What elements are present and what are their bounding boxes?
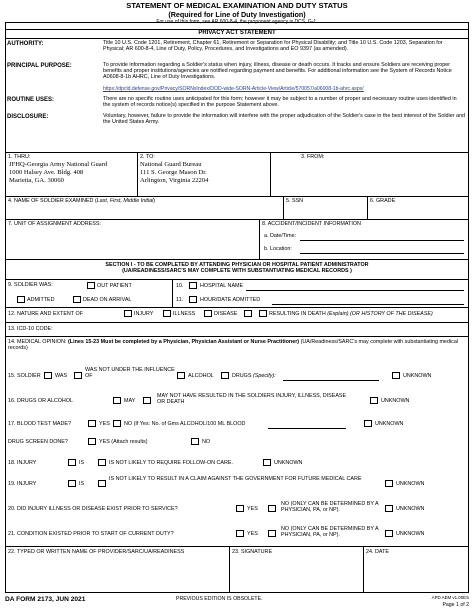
disclosure-label: DISCLOSURE: <box>7 114 49 120</box>
may-not-checkbox[interactable] <box>143 397 151 404</box>
incident-label: 8. ACCIDENT/INCIDENT INFORMATION <box>262 221 361 227</box>
dead-on-arrival-checkbox[interactable] <box>73 296 81 303</box>
disease-label: DISEASE <box>214 311 238 317</box>
q16-unknown-label: UNKNOWN <box>381 398 410 404</box>
outpatient-checkbox[interactable] <box>87 282 95 289</box>
drug-screen-no-checkbox[interactable] <box>191 438 199 445</box>
drug-screen-yes-checkbox[interactable] <box>88 438 96 445</box>
to-label: 2. TO: <box>140 154 155 160</box>
ssn-label: 5. SSN <box>286 198 304 204</box>
q13-label: 13. ICD-10 CODE: <box>8 326 53 332</box>
unit-label: 7. UNIT OF ASSIGNMENT ADDRESS: <box>8 221 101 227</box>
purpose-text: To provide information regarding a Soldier's status when injury, illness, disease or death occurs. It tracks and ensure Soldiers are receiving proper benefits and proper institutions/agencies are notified regarding payment and benefits. For additional information see the System of Records Notice A0608-8-1b AHRC, Line of Duty Investigations. <box>103 62 452 81</box>
drugs-label: DRUGS (Specify): <box>232 373 276 379</box>
thru-label: 1. THRU: <box>8 154 31 160</box>
q15-unknown-label: UNKNOWN <box>403 373 432 379</box>
q17-unknown-checkbox[interactable] <box>364 420 372 427</box>
may-not-label: MAY NOT HAVE RESULTED IN THE SOLDIERS INJURY, ILLNESS, DISEASE OR DEATH <box>157 393 347 406</box>
q18-unknown-label: UNKNOWN <box>274 460 303 466</box>
datetime-label: a. Date/Time: <box>264 233 297 239</box>
page-number: Page 1 of 2 <box>442 602 469 608</box>
authority-label: AUTHORITY: <box>7 41 44 47</box>
q20-yes-label: YES <box>247 506 258 512</box>
obsolete-note: PREVIOUS EDITION IS OBSOLETE. <box>176 596 263 602</box>
thru-line: JFHQ-Georgia Army National Guard <box>9 161 108 168</box>
to-line: Arlington, Virginia 22204 <box>140 176 209 184</box>
q18-label: 18. INJURY <box>8 460 37 466</box>
admitted-checkbox[interactable] <box>17 296 25 303</box>
q10-label: 10. <box>176 283 184 289</box>
q24-label: 24. DATE <box>366 549 389 555</box>
form-title: STATEMENT OF MEDICAL EXAMINATION AND DUTY STATUS <box>126 1 348 10</box>
resulting-death-checkbox[interactable] <box>259 310 267 317</box>
q20-unknown-checkbox[interactable] <box>385 505 393 512</box>
alcohol-label: ALCOHOL <box>188 373 214 379</box>
q17-unknown-label: UNKNOWN <box>375 421 404 427</box>
q19-is-checkbox[interactable] <box>68 480 76 487</box>
q20-label: 20. DID INJURY ILLNESS OR DISEASE EXIST PRIOR TO SERVICE? <box>8 506 178 512</box>
q19-unknown-checkbox[interactable] <box>385 480 393 487</box>
may-checkbox[interactable] <box>113 397 121 404</box>
date-field[interactable] <box>366 557 466 591</box>
outpatient-label: OUT PATIENT <box>97 283 132 289</box>
disease-checkbox-2[interactable] <box>244 310 252 317</box>
name-field[interactable] <box>8 205 280 217</box>
q21-unknown-checkbox[interactable] <box>385 530 393 537</box>
grade-field[interactable] <box>370 205 466 217</box>
illness-checkbox[interactable] <box>163 310 171 317</box>
alcohol-checkbox[interactable] <box>177 372 185 379</box>
signature-field[interactable] <box>232 557 360 591</box>
q20-yes-checkbox[interactable] <box>236 505 244 512</box>
was-not-under-checkbox[interactable] <box>74 372 82 379</box>
q17-label: 17. BLOOD TEST MADE? <box>8 421 72 427</box>
form-id: DA FORM 2173, JUN 2021 <box>5 596 86 603</box>
location-label: b. Location: <box>264 246 292 252</box>
may-label: MAY <box>124 398 136 404</box>
purpose-label: PRINCIPAL PURPOSE: <box>7 63 72 69</box>
grade-label: 6. GRADE <box>370 198 396 204</box>
drug-screen-yes-label: YES (Attach results) <box>99 439 148 445</box>
q18-follow-on-label: IS NOT LIKELY TO REQUIRE FOLLOW-ON CARE. <box>109 460 234 466</box>
thru-address[interactable] <box>9 161 107 185</box>
q9-label: 9. SOLDIER WAS: <box>8 282 53 288</box>
from-field[interactable] <box>301 161 465 194</box>
q18-is-label: IS <box>79 460 85 466</box>
q21-label: 21. CONDITION EXISTED PRIOR TO START OF CURRENT DUTY? <box>8 531 174 537</box>
q18-is-not-checkbox[interactable] <box>98 459 106 466</box>
q19-is-not-checkbox[interactable] <box>98 480 106 487</box>
q18-is-checkbox[interactable] <box>68 459 76 466</box>
routine-label: ROUTINE USES: <box>7 97 55 103</box>
was-label: WAS <box>55 373 68 379</box>
disclosure-text: Voluntary, however, failure to provide the information will interfere with the proper adjudication of the Soldier's case in the best interest of the Soldier and the United States Army. <box>103 113 466 126</box>
unit-field[interactable] <box>8 228 256 257</box>
q15-unknown-checkbox[interactable] <box>392 372 400 379</box>
form-subtitle: (Required for Line of Duty Investigation) <box>168 10 306 19</box>
q20-unknown-label: UNKNOWN <box>396 506 425 512</box>
hospital-name-checkbox[interactable] <box>189 282 197 289</box>
blood-test-no-checkbox[interactable] <box>113 420 121 427</box>
hour-date-label: HOUR/DATE ADMITTED <box>200 297 261 303</box>
disease-checkbox-1[interactable] <box>204 310 212 317</box>
ssn-field[interactable] <box>286 205 364 217</box>
admitted-label: ADMITTED <box>27 297 55 303</box>
apd-version: APD AEM v1.00ES <box>431 595 469 600</box>
blood-alcohol-field[interactable] <box>268 428 346 429</box>
to-line: 111 S. George Mason Dr. <box>140 168 207 176</box>
privacy-heading: PRIVACY ACT STATEMENT <box>198 30 276 36</box>
hospital-name-field[interactable] <box>246 290 464 291</box>
q16-unknown-checkbox[interactable] <box>370 397 378 404</box>
location-field[interactable] <box>300 253 464 254</box>
injury-checkbox[interactable] <box>124 310 132 317</box>
icd-10-field[interactable] <box>60 324 464 334</box>
blood-test-no-label: NO (If Yes: No. of Gms ALCOHOL/100 ML BLOOD <box>124 421 246 427</box>
injury-label: INJURY <box>134 311 154 317</box>
hour-date-checkbox[interactable] <box>189 296 197 303</box>
q21-yes-label: YES <box>247 531 258 537</box>
q14-label: 14. MEDICAL OPINION: (Lines 15-23 Must be completed by a Physician, Physician Assistant or Nurse Practitioner) (UA/Readiness/SARC's may complete with substantiating medical records) <box>8 339 459 352</box>
drugs-specify-field[interactable] <box>283 380 379 381</box>
drug-screen-label: DRUG SCREEN DONE? <box>8 439 68 445</box>
blood-test-yes-label: YES <box>99 421 110 427</box>
thru-line: 1000 Halsey Ave. Bldg. 408 <box>9 168 84 176</box>
q22-label: 22. TYPED OR WRITTEN NAME OF PROVIDER/SARC/UA/READINESS <box>8 549 185 555</box>
provider-name-field[interactable] <box>8 557 226 591</box>
q20-no-checkbox[interactable] <box>268 505 276 512</box>
q11-label: 11. <box>176 297 184 303</box>
drug-screen-no-label: NO <box>202 439 211 445</box>
q23-label: 23. SIGNATURE <box>232 549 273 555</box>
q20-no-label: NO (ONLY CAN BE DETERMINED BY A PHYSICIAN, PA, or NP). <box>281 501 379 514</box>
datetime-field[interactable] <box>300 240 464 241</box>
q21-no-label: NO (ONLY CAN BE DETERMINED BY A PHYSICIAN, PA, or NP). <box>281 526 379 539</box>
agency-note: For use of this form, see AR 600-8-4, the proponent agency is DCS, G-1. <box>156 19 318 25</box>
q19-label: 19. INJURY <box>8 481 37 487</box>
thru-line: Marietta, GA. 30060 <box>9 176 64 184</box>
q16-label: 16. DRUGS OR ALCOHOL <box>8 398 74 404</box>
to-line: National Guard Bureau <box>140 161 202 168</box>
routine-text: There are no specific routine uses anticipated for this form; however it may be subject to a number of proper and necessary routine uses identified in the system of records notice(s) specified in the purpose Statement above. <box>103 96 457 109</box>
section-i-heading: SECTION I - TO BE COMPLETED BY ATTENDING PHYSICIAN OR HOSPITAL PATIENT ADMINISTRATOR <box>105 262 369 268</box>
sorn-link[interactable]: https://dpcld.defense.gov/Privacy/SORNsIndex/DOD-wide-SORN-Article-View/Article/570057/a06008-1b-ahrc.aspx/ <box>103 86 364 92</box>
from-label: 3. FROM: <box>301 154 325 160</box>
q19-unknown-label: UNKNOWN <box>396 481 425 487</box>
to-address[interactable] <box>140 161 208 185</box>
q21-unknown-label: UNKNOWN <box>396 531 425 537</box>
was-not-under-label: WAS NOT UNDER THE INFLUENCE OF <box>85 367 175 380</box>
section-i-subheading: (UA/READINESS/SARC'S MAY COMPLETE WITH SUBSTANTIATING MEDICAL RECORDS ) <box>122 268 352 274</box>
q19-claim-label: IS NOT LIKELY TO RESULT IN A CLAIM AGAINST THE GOVERNMENT FOR FUTURE MEDICAL CARE <box>109 476 362 482</box>
authority-text: Title 10 U.S. Code 1201, Retirement, Chapter 61, Retirement or Separation for Physical Disability; and Title 10 U.S. Code 1203, Separation for Physical; AR 600-8-4, Line of Duty, Policy, Procedures, and Investigations and EO 9397 (as amended). <box>103 40 443 53</box>
blood-test-yes-checkbox[interactable] <box>88 420 96 427</box>
q15-label: 15. SOLDIER <box>8 373 41 379</box>
q21-yes-checkbox[interactable] <box>236 530 244 537</box>
name-label: 4. NAME OF SOLDIER EXAMINED (Last, First, Middle Initial) <box>8 198 156 204</box>
illness-label: ILLNESS <box>173 311 196 317</box>
hour-date-field[interactable] <box>272 304 464 305</box>
was-checkbox[interactable] <box>44 372 52 379</box>
drugs-checkbox[interactable] <box>221 372 229 379</box>
hospital-name-label: HOSPITAL NAME <box>200 283 244 289</box>
resulting-death-label: RESULTING IN DEATH (Explain) (OR HISTORY OF THE DISEASE) <box>269 311 433 317</box>
dead-on-arrival-label: DEAD ON ARRIVAL <box>83 297 132 303</box>
q18-unknown-checkbox[interactable] <box>263 459 271 466</box>
q12-label: 12. NATURE AND EXTENT OF <box>8 311 83 317</box>
q21-no-checkbox[interactable] <box>268 530 276 537</box>
q19-is-label: IS <box>79 481 85 487</box>
